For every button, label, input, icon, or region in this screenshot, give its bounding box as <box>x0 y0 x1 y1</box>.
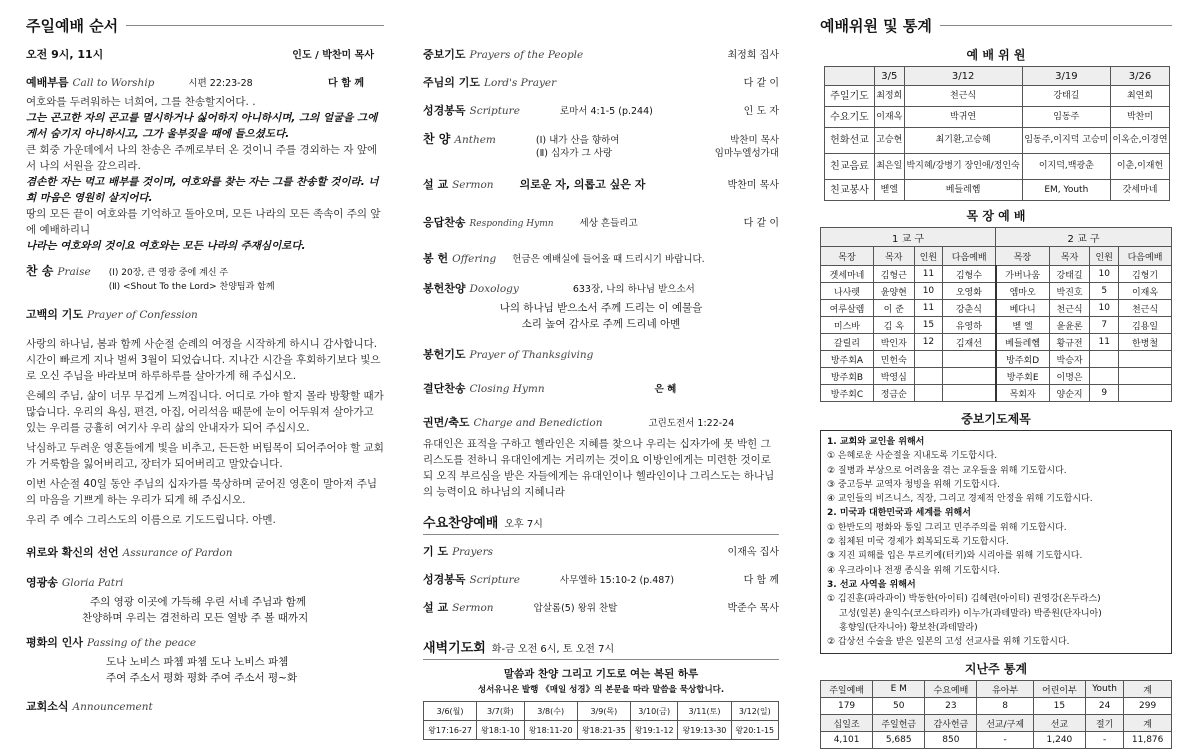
stats-row <box>821 732 1172 749</box>
responding-hymn-row: 응답찬송 Responding Hymn 세상 흔들리고 다 같 이 <box>423 216 779 229</box>
workers-row <box>825 128 1170 154</box>
pastor-cell: 양순지 <box>1049 385 1090 402</box>
order-item-english: Lord's Prayer <box>483 77 557 89</box>
stats-header-cell: 수요예배 <box>925 681 977 698</box>
stats-header-cell: 선교 <box>1033 715 1085 732</box>
pastor-cell: 김용일 <box>1119 317 1172 334</box>
benediction-text: 유대인은 표적을 구하고 헬라인은 지혜를 찾으나 우리는 십자가에 못 박힌 그리스도를 전하니 유대인에게는 거리끼는 것이요 이방인에게는 미련한 것이로되 오직 부르심을 받은 자들에게는 유대인이나 헬라인이나 그리스도는 하나님의 능력이요 하나님의 지혜니라 <box>423 438 775 498</box>
benediction-row: 권면/축도 Charge and Benediction 고린도전서 1:22-24 <box>423 416 735 429</box>
wednesday-service-items <box>423 543 779 615</box>
workers-cell: 임동주,이지덕 고승미 <box>1022 128 1110 154</box>
pastor-cell: 천근식 <box>1049 300 1090 317</box>
prayer-topic-line: 3. 선교 사역을 위해서 <box>827 579 916 590</box>
pastor-cell: 12 <box>914 334 943 351</box>
pastor-header-cell: 목장 <box>996 247 1050 266</box>
pastor-cell <box>943 385 996 402</box>
worship-order-title: 주일예배 순서 <box>26 14 384 36</box>
pastor-cell: 박인자 <box>873 334 914 351</box>
prayer-topic-line: ③ 중고등부 교역자 청빙을 위해 기도합시다. <box>827 479 1001 490</box>
prayer-scripture-items <box>423 46 779 118</box>
responsive-reading-line: 나라는 여호와의 것이요 여호와는 모든 나라의 주재심이로다. <box>26 240 306 252</box>
stats-value-cell: 8 <box>977 698 1033 715</box>
prayer-topics-box <box>820 430 1172 654</box>
thanksgiving-row: 봉헌기도 Prayer of Thanksgiving <box>423 348 594 361</box>
prayer-topics-title: 중보기도제목 <box>961 412 1031 426</box>
order-item-row <box>423 46 779 62</box>
wednesday-service-header: 수요찬양예배 오후 7시 <box>423 512 779 535</box>
service-leader: 인도 / 박찬미 목사 <box>292 50 374 61</box>
call-to-worship-text <box>26 94 384 254</box>
stats-row <box>821 715 1172 732</box>
pastor-cell: 유영하 <box>943 317 996 334</box>
prayer-topic-line: 2. 미국과 대한민국과 세계를 위해서 <box>827 508 971 519</box>
pastor-row <box>821 368 1172 385</box>
stats-header-cell: Youth <box>1085 681 1123 698</box>
prayer-topic-line: 고성(일본) 윤익수(코스타리카) 이누가(과테말라) 박종원(단자니아) <box>839 608 1102 619</box>
service-time-row <box>26 46 384 62</box>
workers-role-cell: 헌화선교 <box>825 128 875 154</box>
dawn-passage-cell: 왕18:21-35 <box>577 721 630 740</box>
workers-cell: 최기환,고승혜 <box>904 128 1022 154</box>
pastor-cell: 10 <box>914 283 943 300</box>
dawn-passage-cell: 왕17:16-27 <box>424 721 477 740</box>
pastor-cell: 오영화 <box>943 283 996 300</box>
pastor-cell: 10 <box>1090 266 1119 283</box>
doxology-row: 봉헌찬양 Doxology 633장, 나의 하나님 받으소서 <box>423 282 695 295</box>
pastor-cell: 한병철 <box>1119 334 1172 351</box>
pastor-cell <box>914 351 943 368</box>
order-item-english: Prayers <box>452 546 493 558</box>
announcement-row: 교회소식 Announcement <box>26 700 153 713</box>
pastor-cell: 김 옥 <box>873 317 914 334</box>
pastor-row <box>821 266 1172 283</box>
workers-row <box>825 180 1170 201</box>
workers-header-cell: 3/19 <box>1022 67 1110 86</box>
workers-cell: 최연희 <box>1111 86 1170 107</box>
confession-paragraph: 낙심하고 두려운 영혼들에게 빛을 비추고, 든든한 버팀목이 되어주어야 할 교회가 거룩함을 잃어버리고, 장터가 되어버리고 말았습니다. <box>26 442 384 470</box>
pastor-group-table <box>820 227 1172 402</box>
order-item-english: Scripture <box>469 105 520 117</box>
pastor-cell: 나사렛 <box>821 283 874 300</box>
stats-header-cell: 선교/구제 <box>977 715 1033 732</box>
responsive-reading-line: 땅의 모든 끝이 여호와를 기억하고 돌아오며, 모든 나라의 모든 족속이 주의 앞에 예배하리니 <box>26 208 381 236</box>
workers-title: 예 배 위 원 <box>966 48 1026 62</box>
dawn-passage-cell: 왕19:1-12 <box>630 721 677 740</box>
pastor-header-cell: 인원 <box>1090 247 1119 266</box>
stats-row <box>821 698 1172 715</box>
dawn-passage-cell: 왕18:1-10 <box>477 721 524 740</box>
dawn-subtitle: 말씀과 찬양 그리고 기도로 여는 복된 하루 <box>503 668 699 680</box>
workers-cell: 최은일 <box>875 154 905 180</box>
workers-cell: 박귀연 <box>904 107 1022 128</box>
pastor-cell <box>1090 351 1119 368</box>
prayer-topic-line: ① 은혜로운 사순절을 지내도록 기도합시다. <box>827 451 998 462</box>
dawn-date-cell: 3/9(목) <box>577 702 630 721</box>
stats-header-cell: 감사헌금 <box>925 715 977 732</box>
pastor-cell: 민헌숙 <box>873 351 914 368</box>
pastor-cell: 가버나움 <box>996 266 1050 283</box>
pastor-cell <box>943 351 996 368</box>
dawn-date-cell: 3/10(금) <box>630 702 677 721</box>
pastor-cell <box>914 385 943 402</box>
workers-cell: 이춘,이재헌 <box>1111 154 1170 180</box>
pastor-cell: 목회자 <box>996 385 1050 402</box>
pastor-cell: 방주회A <box>821 351 874 368</box>
praise-row: 찬 송 Praise (Ⅰ) 20장, 큰 영광 중에 계신 주 (Ⅱ) <Shout To the Lord> 찬양팀과 함께 <box>26 264 275 292</box>
workers-cell: 고승현 <box>875 128 905 154</box>
pastor-group-row <box>821 228 1172 247</box>
order-item-detail: 로마서 4:1-5 (p.244) <box>559 106 653 117</box>
pastor-cell: 갈릴리 <box>821 334 874 351</box>
workers-role-cell: 친교음료 <box>825 154 875 180</box>
pastor-cell: 방주회E <box>996 368 1050 385</box>
prayer-topic-line: ③ 지진 피해를 입은 투르키예(터키)와 시리아를 위해 기도합시다. <box>827 551 1083 562</box>
pastor-cell <box>1119 385 1172 402</box>
order-item-english: Prayers of the People <box>469 49 584 61</box>
pastor-cell: 15 <box>914 317 943 334</box>
stats-value-cell: 299 <box>1124 698 1172 715</box>
order-item-person: 다 함 께 <box>743 575 779 586</box>
stats-header-cell: 계 <box>1124 715 1172 732</box>
pastor-cell: 벧 엘 <box>996 317 1050 334</box>
dawn-date-cell: 3/8(수) <box>524 702 577 721</box>
pastor-cell: 김재선 <box>943 334 996 351</box>
stats-value-cell: - <box>977 732 1033 749</box>
pastor-cell: 박영심 <box>873 368 914 385</box>
confession-paragraph: 이번 사순절 40일 동안 주님의 십자가를 묵상하며 굳어진 영혼이 말아져 주님의 마음을 기쁘게 하는 우리가 되게 해 주십시오. <box>26 478 378 506</box>
pastor-cell: 방주회D <box>996 351 1050 368</box>
workers-header-cell: 3/5 <box>875 67 905 86</box>
workers-cell: 박지혜/강병기 장인애/정인숙 <box>904 154 1022 180</box>
pastor-cell: 박진호 <box>1049 283 1090 300</box>
stats-value-cell: 1,240 <box>1033 732 1085 749</box>
workers-cell: 베들레헴 <box>904 180 1022 201</box>
stats-value-cell: 850 <box>925 732 977 749</box>
order-item-english: Sermon <box>452 602 494 614</box>
pastor-cell: 윤양현 <box>873 283 914 300</box>
service-time: 오전 9시, 11시 <box>26 48 104 61</box>
order-item-person: 다 같 이 <box>743 78 779 89</box>
offering-row: 봉 헌 Offering 헌금은 예배실에 들어올 때 드리시기 바랍니다. <box>423 252 705 265</box>
prayer-topic-line: ④ 교인들의 비즈니스, 직장, 그리고 경제적 안정을 위해 기도합시다. <box>827 494 1093 505</box>
pastor-cell: 강태길 <box>1049 266 1090 283</box>
pastor-cell: 겟세마네 <box>821 266 874 283</box>
pastor-cell: 베들레헴 <box>996 334 1050 351</box>
order-item-label: 성경봉독 <box>423 104 466 117</box>
closing-hymn-row: 결단찬송 Closing Hymn 은 혜 <box>423 382 677 395</box>
workers-cell: 강태길 <box>1022 86 1110 107</box>
order-item-row <box>423 571 779 587</box>
stats-value-cell: 4,101 <box>821 732 873 749</box>
call-to-worship-row: 예배부름 Call to Worship 시편 22:23-28 다 함 께 <box>26 76 364 89</box>
confession-row: 고백의 기도 Prayer of Confession <box>26 308 198 321</box>
pastor-header-cell: 목자 <box>873 247 914 266</box>
pastor-cell: 미스바 <box>821 317 874 334</box>
dawn-passage-cell: 왕18:11-20 <box>524 721 577 740</box>
stats-value-cell: 179 <box>821 698 873 715</box>
pastor-cell: 이 준 <box>873 300 914 317</box>
order-item-label: 주님의 기도 <box>423 76 480 89</box>
stats-header-cell: 어린이부 <box>1033 681 1085 698</box>
workers-cell: 벧엘 <box>875 180 905 201</box>
responsive-reading-line: 겸손한 자는 먹고 배부를 것이며, 여호와를 찾는 자는 그를 찬송할 것이라. 너희 마음은 영원히 살지어다. <box>26 176 379 204</box>
pastor-cell: 박승자 <box>1049 351 1090 368</box>
pastor-cell: 김형기 <box>1119 266 1172 283</box>
stats-value-cell: 5,685 <box>873 732 925 749</box>
order-item-detail: 압살롬(5) 왕위 찬탈 <box>533 603 618 614</box>
pastor-cell: 김형근 <box>873 266 914 283</box>
pastor-cell: 윤윤론 <box>1049 317 1090 334</box>
dawn-prayer-header: 새벽기도회 화-금 오전 6시, 토 오전 7시 <box>423 637 779 660</box>
stats-title: 예배위원 및 통계 <box>820 14 1172 36</box>
workers-role-cell: 친교봉사 <box>825 180 875 201</box>
dawn-date-cell: 3/11(토) <box>678 702 731 721</box>
prayer-topic-line: ① 한반도의 평화와 통일 그리고 민주주의를 위해 기도합시다. <box>827 522 1067 533</box>
dawn-date-cell: 3/6(월) <box>424 702 477 721</box>
order-item-detail: 사무엘하 15:10-2 (p.487) <box>559 575 675 586</box>
pastor-header-cell: 다음예배 <box>943 247 996 266</box>
pastor-row <box>821 283 1172 300</box>
pastor-cell: 여루살렘 <box>821 300 874 317</box>
prayer-topic-line: ② 질병과 부상으로 어려움을 겪는 교우들을 위해 기도합시다. <box>827 465 1067 476</box>
workers-cell: 이재옥 <box>875 107 905 128</box>
pastor-header-cell: 다음예배 <box>1119 247 1172 266</box>
workers-row <box>825 86 1170 107</box>
pastor-cell: 엠마오 <box>996 283 1050 300</box>
pastor-cell: 방주회C <box>821 385 874 402</box>
stats-value-cell: 15 <box>1033 698 1085 715</box>
pastor-cell: 김형수 <box>943 266 996 283</box>
workers-header-cell: 3/26 <box>1111 67 1170 86</box>
pastor-cell: 11 <box>914 266 943 283</box>
dawn-reading-table <box>423 701 779 740</box>
workers-header-cell: 3/12 <box>904 67 1022 86</box>
order-item-label: 기 도 <box>423 545 449 558</box>
gloria-patri-lyrics: 주의 영광 이곳에 가득해 우린 서네 주님과 함께 찬양하며 우리는 겸전하리 모든 열방 주 볼 때까지 <box>82 596 309 624</box>
pastor-cell: 강춘식 <box>943 300 996 317</box>
pastor-cell: 정금순 <box>873 385 914 402</box>
pastor-cell: 황규전 <box>1049 334 1090 351</box>
passing-peace-lyrics: 도나 노비스 파쳄 파쳄 도나 노비스 파쳄 주여 주소서 평화 평화 주여 주소서 평~화 <box>106 656 298 684</box>
workers-role-cell: 주일기도 <box>825 86 875 107</box>
anthem-row: 찬 양 Anthem (Ⅰ) 내가 산을 향하여 (Ⅱ) 십자가 그 사랑 박찬미 목사 임마누엘성가대 <box>423 132 779 159</box>
stats-header-cell: 주일예배 <box>821 681 873 698</box>
workers-header-row <box>825 67 1170 86</box>
pastor-cell: 천근식 <box>1119 300 1172 317</box>
workers-cell: EM, Youth <box>1022 180 1110 201</box>
workers-cell: 이옥순,이경연 <box>1111 128 1170 154</box>
order-item-row <box>423 74 779 90</box>
stats-header-cell: 계 <box>1124 681 1172 698</box>
pastor-header-cell: 목장 <box>821 247 874 266</box>
doxology-lyrics: 나의 하나님 받으소서 주께 드리는 이 예물을 소리 높여 감사로 주께 드리네 아멘 <box>499 302 703 330</box>
confession-paragraph: 사랑의 하나님, 봄과 함께 사순절 순례의 여정을 시작하게 하시니 감사합니다. 시간이 빠르게 지나 벌써 3월이 되었습니다. 지나간 시간을 후회하기보다 빛으로 오신 주님을 바라보며 하루하루를 살아가게 해 주십시오. <box>26 338 381 382</box>
prayer-topic-line: 1. 교회와 교인을 위해서 <box>827 437 925 447</box>
order-item-label: 성경봉독 <box>423 573 466 586</box>
passing-peace-row: 평화의 인사 Passing of the peace <box>26 636 197 649</box>
pastor-cell: 5 <box>1090 283 1119 300</box>
pastor-cell: 11 <box>1090 334 1119 351</box>
prayer-topic-line: 홍향일(단자니아) 황보찬(과테말라) <box>839 622 978 633</box>
pastor-cell: 이명은 <box>1049 368 1090 385</box>
order-item-person: 인 도 자 <box>743 106 779 117</box>
pastor-cell: 방주회B <box>821 368 874 385</box>
stats-header-cell: 십일조 <box>821 715 873 732</box>
pastor-cell <box>1090 368 1119 385</box>
confession-prayer-text <box>26 336 384 528</box>
pastor-header-row <box>821 247 1172 266</box>
stats-value-cell: 24 <box>1085 698 1123 715</box>
order-item-label: 설 교 <box>423 601 449 614</box>
workers-row <box>825 107 1170 128</box>
order-item-person: 박준수 목사 <box>727 603 779 614</box>
workers-cell: 최정희 <box>875 86 905 107</box>
pastor-cell <box>1119 368 1172 385</box>
weekly-stats-title: 지난주 통계 <box>964 662 1028 677</box>
gloria-patri-row: 영광송 Gloria Patri <box>26 576 124 589</box>
pastor-cell: 11 <box>914 300 943 317</box>
pastor-cell: 9 <box>1090 385 1119 402</box>
pastor-cell <box>943 368 996 385</box>
stats-row <box>821 681 1172 698</box>
pastor-group-title: 목 장 예 배 <box>966 209 1026 223</box>
workers-role-cell: 수요기도 <box>825 107 875 128</box>
group-2-header: 2 교 구 <box>996 228 1172 247</box>
workers-cell: 이지덕,백광춘 <box>1022 154 1110 180</box>
group-1-header: 1 교 구 <box>821 228 996 247</box>
workers-cell: 임동주 <box>1022 107 1110 128</box>
responsive-reading-line: 큰 회중 가운데에서 나의 찬송은 주께로부터 온 것이니 주를 경외하는 자 앞에서 나의 서원을 갚으리라. <box>26 144 378 172</box>
stats-header-cell: 주일헌금 <box>873 715 925 732</box>
order-item-english: Scripture <box>469 574 520 586</box>
pastor-row <box>821 300 1172 317</box>
stats-value-cell: 50 <box>873 698 925 715</box>
order-item-person: 이재옥 집사 <box>727 547 779 558</box>
confession-paragraph: 우리 주 예수 그리스도의 이름으로 기도드립니다. 아멘. <box>26 514 276 526</box>
workers-cell: 박찬미 <box>1111 107 1170 128</box>
pastor-cell: 10 <box>1090 300 1119 317</box>
workers-table <box>824 66 1170 201</box>
pastor-row <box>821 317 1172 334</box>
sermon-row: 설 교 Sermon 의로운 자, 의롭고 싶은 자 박찬미 목사 <box>423 178 779 191</box>
prayer-topic-line: ② 갑상선 수술을 받은 일본의 고성 선교사를 위해 기도합시다. <box>827 637 1070 648</box>
responsive-reading-line: 그는 곤고한 자의 곤고를 멸시하거나 싫어하지 아니하시며, 그의 얼굴을 그에게서 숨기지 아니하시고, 그가 울부짖을 때에 들으셨도다. <box>26 112 378 140</box>
order-item-row <box>423 102 779 118</box>
workers-cell: 갓세마네 <box>1111 180 1170 201</box>
confession-paragraph: 은혜의 주님, 삶이 너무 무겁게 느껴집니다. 어디로 가야 할지 몰라 방황할 때가 많습니다. 우리의 욕심, 편견, 아집, 어리석음 때문에 눈이 어두워져 살아가고 있는 우리를 긍휼히 여기사 우리 삶의 안내자가 되어 주십시오. <box>26 390 384 434</box>
pastor-cell: 베다니 <box>996 300 1050 317</box>
order-of-worship-column <box>26 14 384 718</box>
order-item-person: 최정희 집사 <box>727 50 779 61</box>
dawn-note: 성서유니온 발행 《매일 성경》의 본문을 따라 말씀을 묵상합니다. <box>477 685 725 695</box>
responsive-reading-line: 여호와를 두려워하는 너희여, 그를 찬송할지어다. . <box>26 96 256 108</box>
order-item-label: 중보기도 <box>423 48 466 61</box>
order-item-row <box>423 599 779 615</box>
worship-order-continued-column <box>423 46 779 740</box>
dawn-date-cell: 3/12(일) <box>731 702 778 721</box>
pastor-cell: 7 <box>1090 317 1119 334</box>
pastor-header-cell: 목자 <box>1049 247 1090 266</box>
dawn-passage-cell: 왕20:1-15 <box>731 721 778 740</box>
pastor-cell <box>1119 351 1172 368</box>
prayer-topic-line: ④ 우크라이나 전쟁 종식을 위해 기도합시다. <box>827 565 1001 576</box>
dawn-date-cell: 3/7(화) <box>477 702 524 721</box>
stats-header-cell: E M <box>873 681 925 698</box>
pastor-cell <box>914 368 943 385</box>
pastor-row <box>821 351 1172 368</box>
workers-cell: 천근식 <box>904 86 1022 107</box>
stats-value-cell: 23 <box>925 698 977 715</box>
pastor-cell: 이재옥 <box>1119 283 1172 300</box>
pastor-row <box>821 334 1172 351</box>
pardon-row: 위로와 확신의 선언 Assurance of Pardon <box>26 546 233 559</box>
stats-value-cell: - <box>1085 732 1123 749</box>
pastor-row <box>821 385 1172 402</box>
prayer-topic-line: ② 침체된 미국 경제가 회복되도록 기도합시다. <box>827 537 1009 548</box>
workers-row <box>825 154 1170 180</box>
order-item-row <box>423 543 779 559</box>
stats-value-cell: 11,876 <box>1124 732 1172 749</box>
weekly-stats-table <box>820 680 1172 749</box>
pastor-header-cell: 인원 <box>914 247 943 266</box>
stats-column <box>820 14 1172 749</box>
stats-header-cell: 절기 <box>1085 715 1123 732</box>
workers-header-cell <box>825 67 875 86</box>
stats-header-cell: 유아부 <box>977 681 1033 698</box>
dawn-passage-cell: 왕19:13-30 <box>678 721 731 740</box>
prayer-topic-line: ① 김진훈(파라과이) 박동한(아이티) 김혜련(아이티) 권영강(온두라스) <box>827 594 1101 605</box>
